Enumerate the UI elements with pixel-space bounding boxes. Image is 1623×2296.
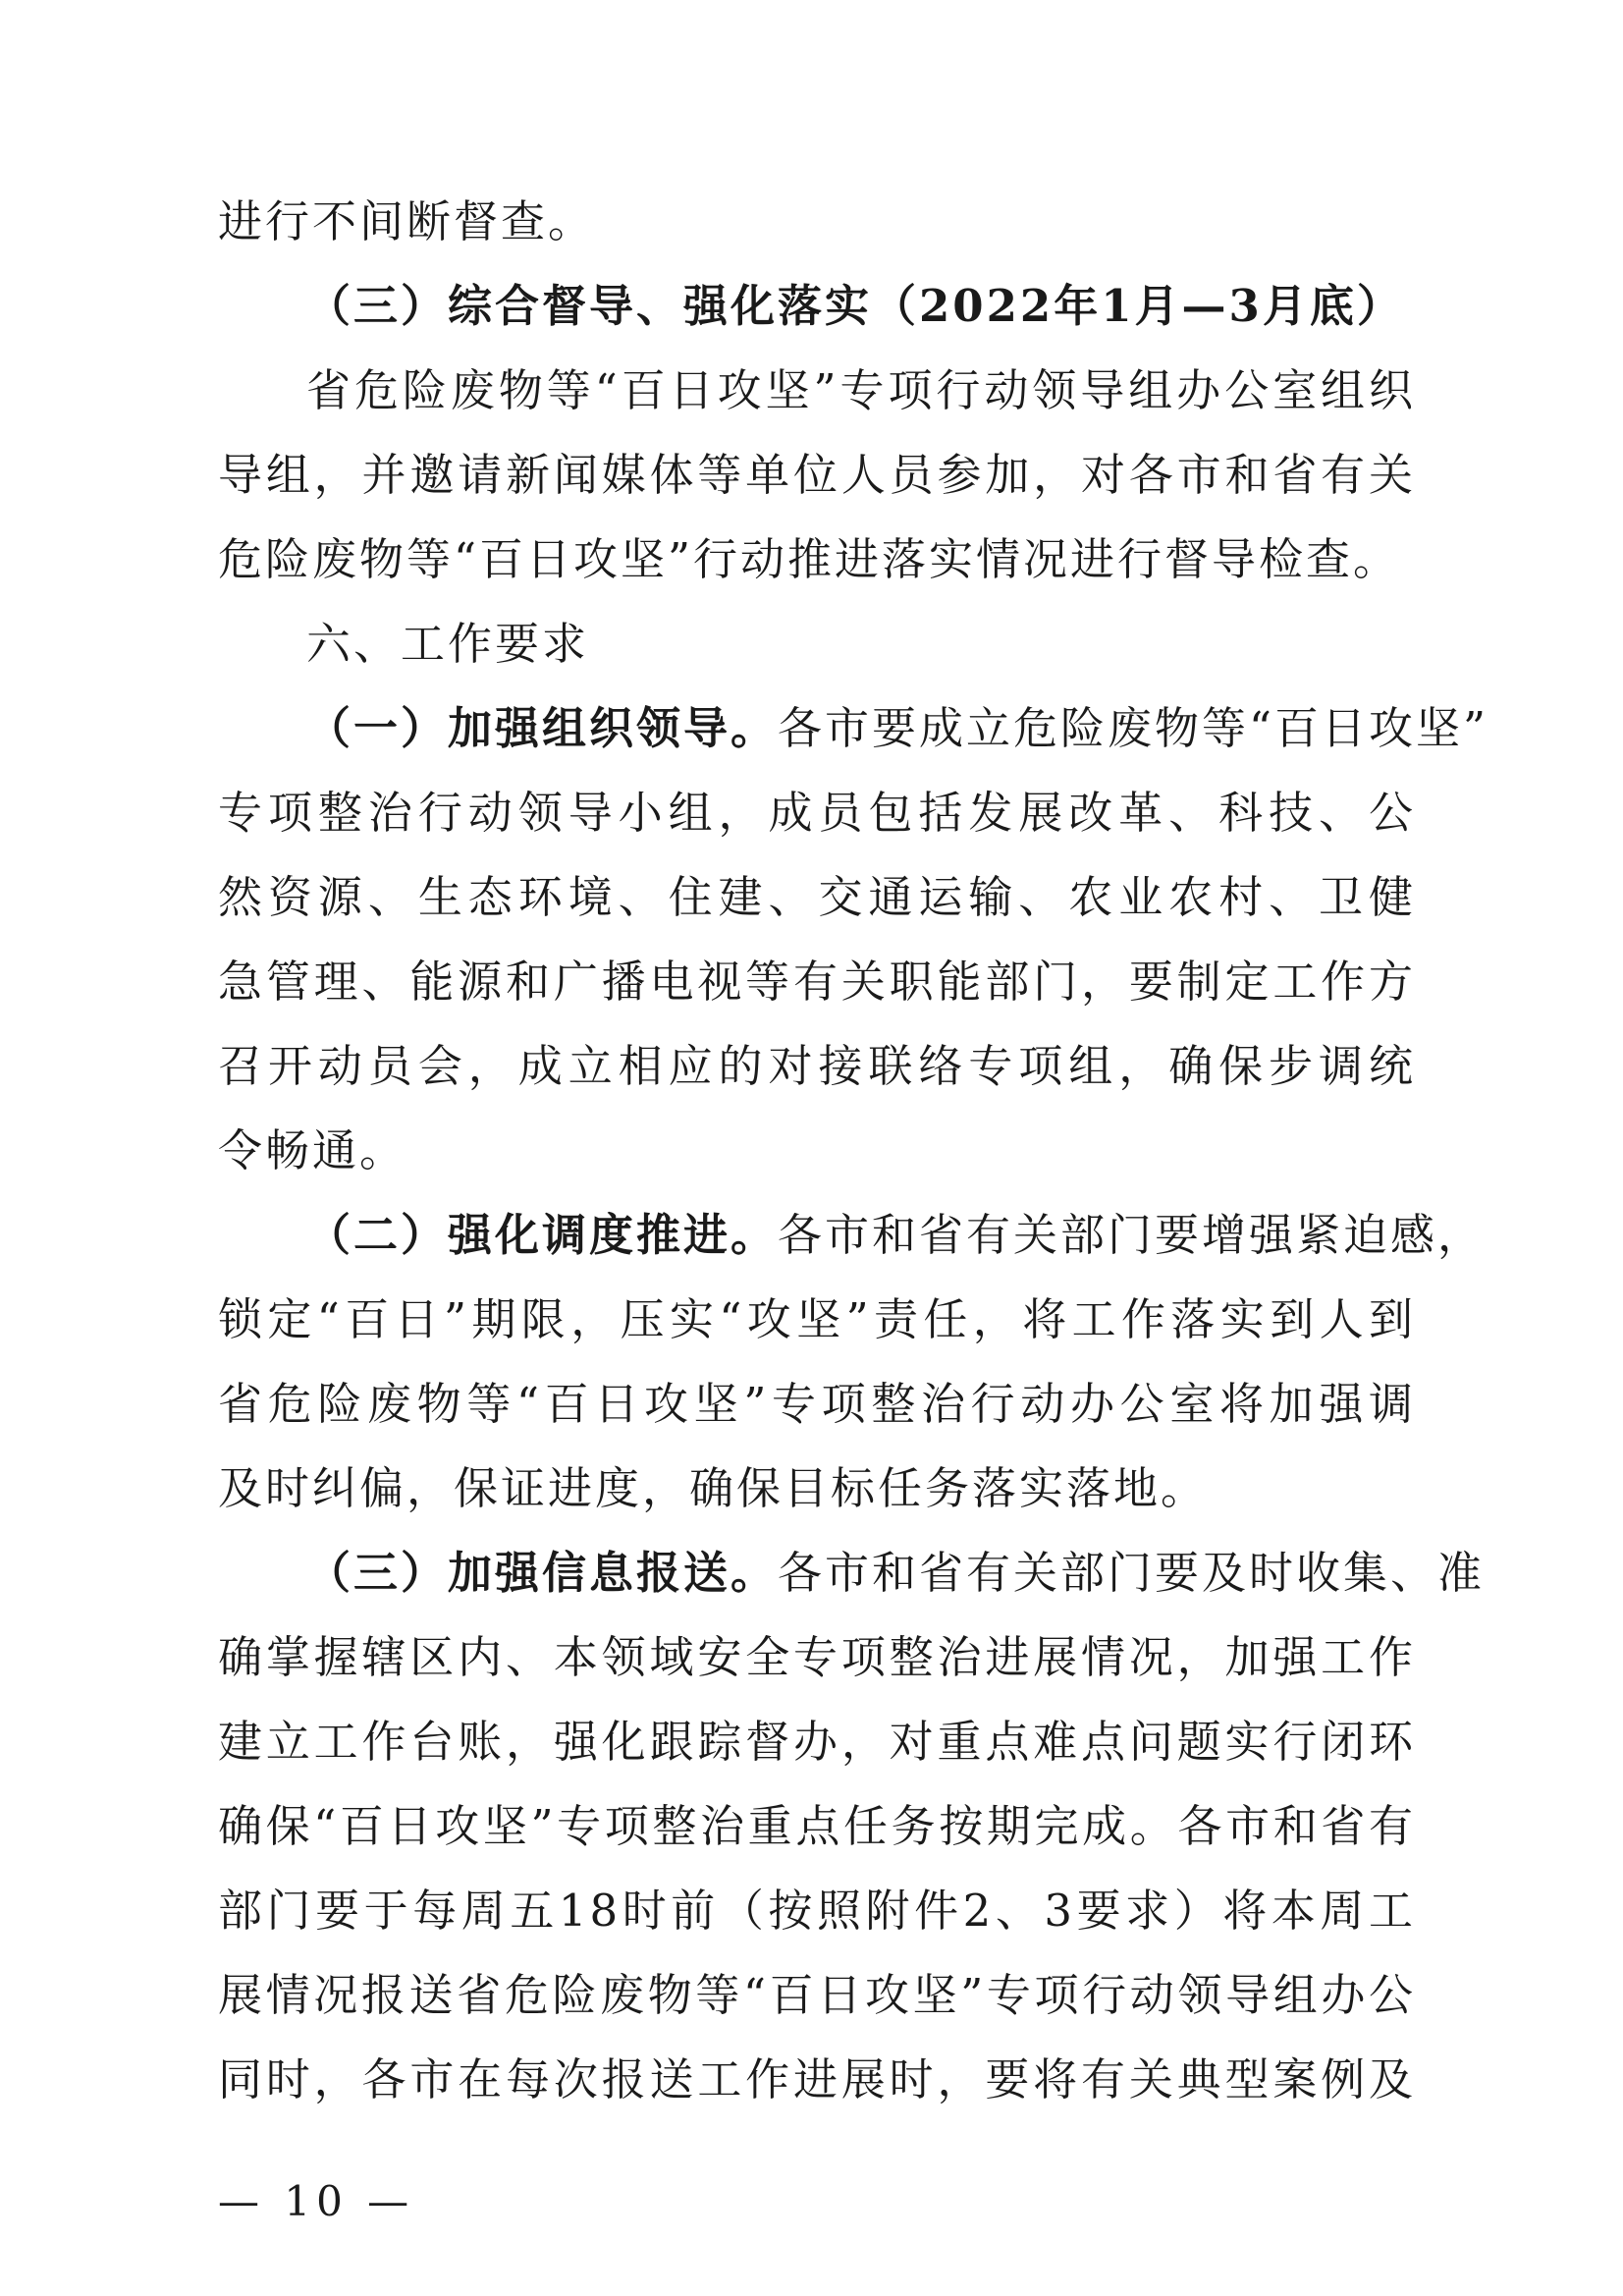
text-line: 急管理、能源和广播电视等有关职能部门，要制定工作方 — [218, 956, 1416, 1008]
text-line: 令畅通。 — [218, 1124, 407, 1176]
text-line: 危险废物等“百日攻坚”行动推进落实情况进行督导检查。 — [218, 533, 1401, 585]
text-line: 建立工作台账，强化跟踪督办，对重点难点问题实行闭环 — [218, 1716, 1416, 1768]
section-heading: （三）综合督导、强化落实（2022年1月—3月底） — [306, 280, 1404, 332]
paragraph-lead: （一）加强组织领导。 — [306, 702, 779, 754]
text-line: 导组，并邀请新闻媒体等单位人员参加，对各市和省有关 — [218, 449, 1416, 501]
text-line: 及时纠偏，保证进度，确保目标任务落实落地。 — [218, 1462, 1209, 1514]
paragraph-lead: （三）加强信息报送。 — [306, 1547, 779, 1599]
text-line: 确掌握辖区内、本领域安全专项整治进展情况，加强工作 — [218, 1631, 1416, 1683]
page-number: — 10 — — [218, 2177, 415, 2225]
paragraph-lead: （二）强化调度推进。 — [306, 1209, 779, 1261]
text-line: 同时，各市在每次报送工作进展时，要将有关典型案例及 — [218, 2053, 1416, 2105]
paragraph-start: （一）加强组织领导。各市要成立危险废物等“百日攻坚” — [306, 702, 1489, 754]
paragraph-start: （二）强化调度推进。各市和省有关部门要增强紧迫感， — [306, 1209, 1486, 1261]
text-line: 然资源、生态环境、住建、交通运输、农业农村、卫健 — [218, 871, 1416, 923]
text-line: 展情况报送省危险废物等“百日攻坚”专项行动领导组办公 — [218, 1969, 1416, 2021]
chapter-heading: 六、工作要求 — [306, 618, 590, 670]
text-line: 确保“百日攻坚”专项整治重点任务按期完成。各市和省有 — [218, 1800, 1416, 1852]
text-line: 部门要于每周五18时前（按照附件2、3要求）将本周工 — [218, 1885, 1416, 1937]
text-line: 专项整治行动领导小组，成员包括发展改革、科技、公 — [218, 787, 1416, 839]
text-line: 召开动员会，成立相应的对接联络专项组，确保步调统 — [218, 1040, 1416, 1092]
paragraph-start: （三）加强信息报送。各市和省有关部门要及时收集、准 — [306, 1547, 1486, 1599]
text-line: 锁定“百日”期限，压实“攻坚”责任，将工作落实到人到 — [218, 1293, 1416, 1345]
text-line: 省危险废物等“百日攻坚”专项行动领导组办公室组织 — [306, 364, 1416, 416]
text-line: 进行不间断督查。 — [218, 195, 596, 247]
text-line: 省危险废物等“百日攻坚”专项整治行动办公室将加强调 — [218, 1378, 1416, 1430]
